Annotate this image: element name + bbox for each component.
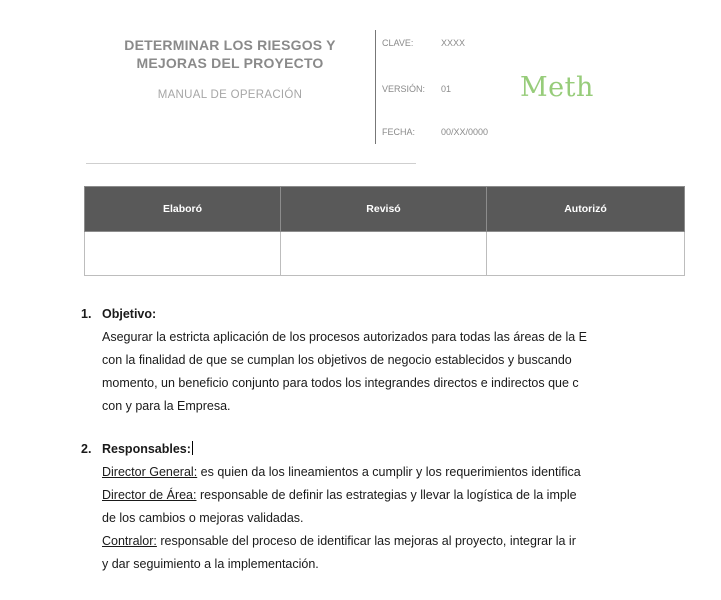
section-heading-line (102, 438, 721, 461)
paragraph-line: momento, un beneficio conjunto para todos los integrandes directos e indirectos que c (102, 376, 579, 390)
document-subtitle: MANUAL DE OPERACIÓN (157, 89, 303, 101)
company-logo: Meth (520, 72, 594, 103)
paragraph-line: y dar seguimiento a la implementación. (102, 557, 319, 571)
signature-cell-elaboro[interactable] (85, 232, 281, 276)
role-director-area (102, 484, 721, 507)
role-contralor (102, 530, 721, 553)
paragraph-line: Asegurar la estricta aplicación de los procesos autorizados para todas las áreas de la E (102, 330, 587, 344)
header-autorizo: Autorizó (487, 187, 685, 232)
paragraph-line: con y para la Empresa. (102, 399, 231, 413)
section-spacer (81, 418, 721, 438)
role-name: Director General: (102, 465, 198, 479)
section-number: 2. (81, 442, 92, 456)
role-name: Contralor: (102, 534, 157, 548)
role-director-general (102, 461, 721, 484)
header-title-block (110, 36, 350, 101)
meta-clave-label: CLAVE: (382, 38, 414, 48)
header-vertical-divider (375, 30, 376, 144)
signature-cell-autorizo[interactable] (487, 232, 685, 276)
meta-fecha-label: FECHA: (382, 127, 416, 137)
header-elaboro: Elaboró (85, 187, 281, 232)
role-description: responsable de definir las estrategias y llevar la logística de la imple (196, 488, 577, 502)
role-description: responsable del proceso de identificar las mejoras al proyecto, integrar la ir (156, 534, 576, 548)
meta-version-value: 01 (441, 84, 452, 94)
meta-clave-value: XXXX (441, 38, 466, 48)
document-title (110, 36, 350, 72)
paragraph-line: con la finalidad de que se cumplan los objetivos de negocio establecidos y buscando (102, 353, 572, 367)
document-body[interactable] (81, 303, 721, 576)
meta-version-label: VERSIÓN: (382, 84, 426, 94)
signature-row (85, 232, 685, 276)
paragraph-line: de los cambios o mejoras validadas. (102, 511, 304, 525)
role-name: Director de Área: (102, 488, 197, 502)
document-title-line-2: MEJORAS DEL PROYECTO (136, 55, 324, 71)
role-description: es quien da los lineamientos a cumplir y los requerimientos identifica (197, 465, 581, 479)
section-responsables (81, 438, 721, 576)
section-number: 1. (81, 307, 92, 321)
signature-table (84, 186, 685, 276)
text-cursor (192, 441, 193, 455)
document-title-line-1: DETERMINAR LOS RIESGOS Y (124, 37, 336, 53)
section-heading: Responsables: (102, 442, 191, 456)
header-separator (86, 163, 416, 164)
section-objetivo (81, 303, 721, 418)
meta-fecha-value: 00/XX/0000 (441, 127, 489, 137)
signature-cell-reviso[interactable] (281, 232, 487, 276)
header-reviso: Revisó (281, 187, 487, 232)
section-heading: Objetivo: (102, 307, 157, 321)
signature-header-row (85, 187, 685, 232)
